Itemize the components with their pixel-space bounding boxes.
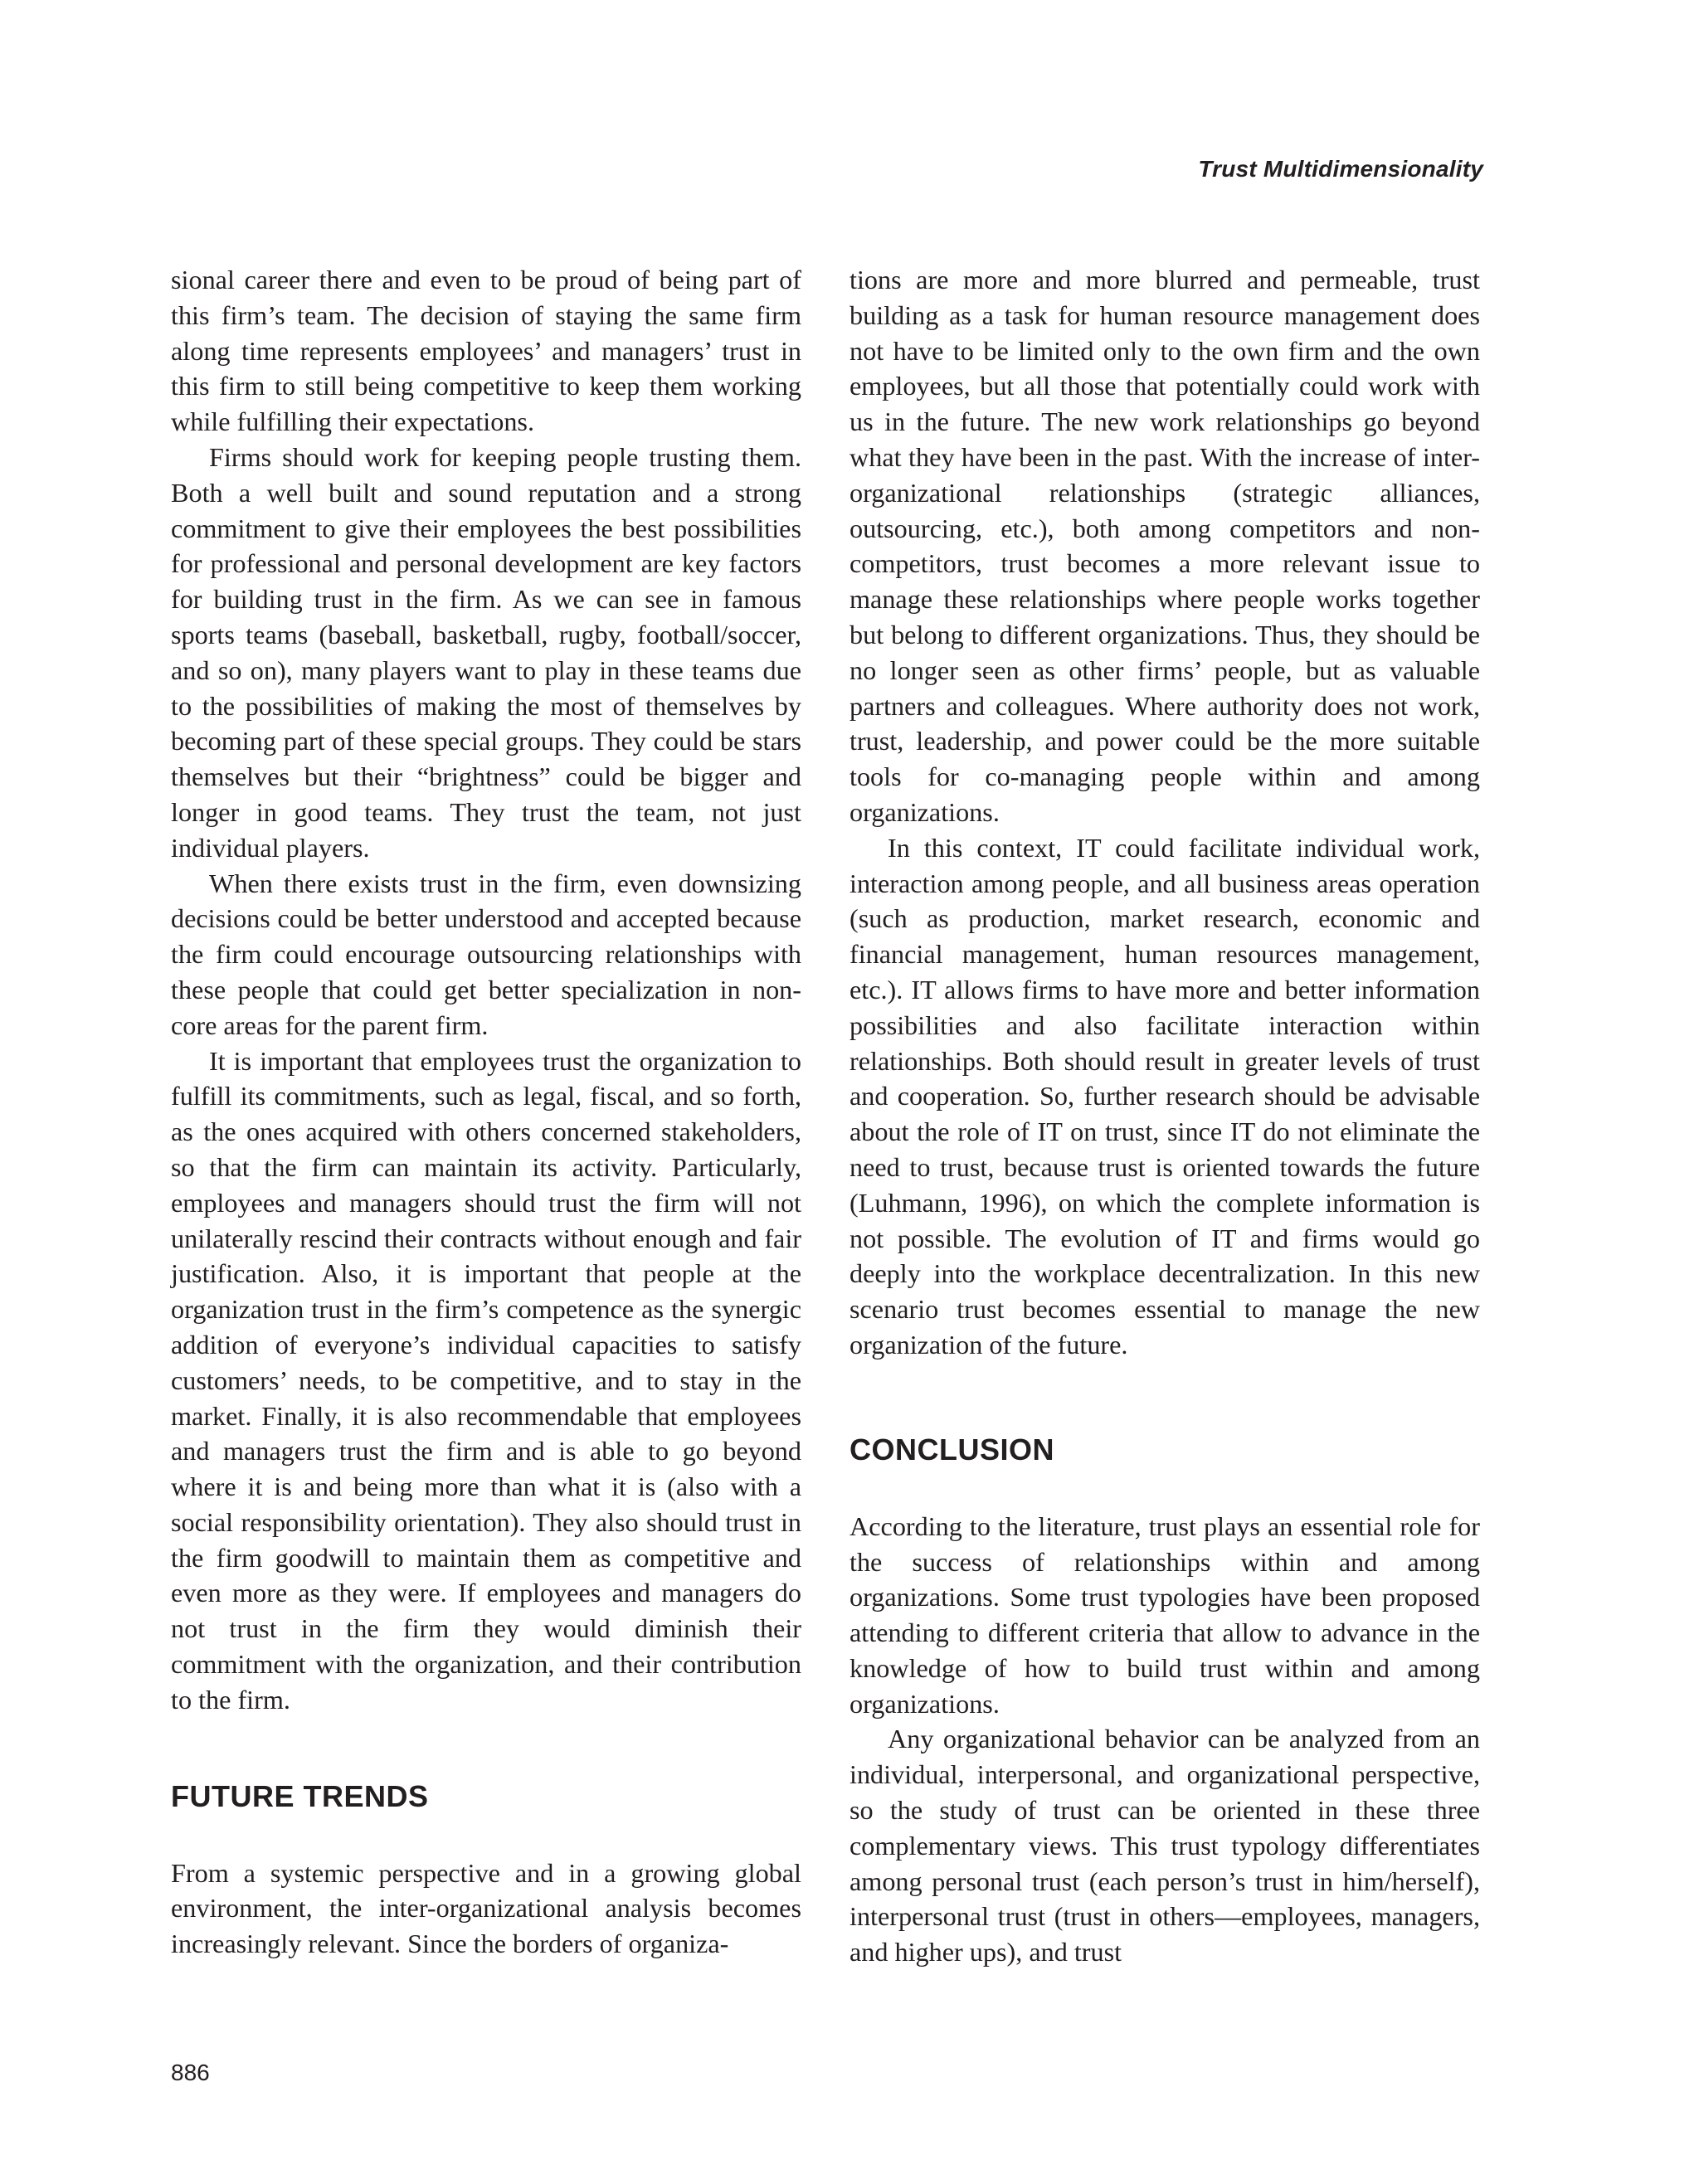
paragraph: It is important that employees trust the organization to fulfill its commitments, such as legal, fiscal, and so forth, as the ones acquired with others concerned stakeholders, so that the firm can maintain its activity. Particularly, employees and managers should trust the firm will not unilaterally rescind their contracts without enough and fair justification. Also, it is important that people at the organization trust in the firm’s competence as the synergic addition of everyone’s individual capacities to satisfy customers’ needs, to be competitive, and to stay in the market. Finally, it is also recommendable that employees and managers trust the firm and is able to go beyond where it is and being more than what it is (also with a social responsibility orientation). They also should trust in the firm goodwill to maintain them as competitive and even more as they were. If employees and managers do not trust in the firm they would diminish their commitment with the organization, and their contribution to the firm. bbox=[171, 1045, 801, 1715]
paragraph: From a systemic perspective and in a growing global environment, the inter-organizational analysis becomes increasingly relevant. Since the borders of organiza- bbox=[171, 1857, 801, 1959]
left-column bbox=[171, 262, 801, 1962]
paragraph: tions are more and more blurred and permeable, trust building as a task for human resource management does not have to be limited only to the own firm and the own employees, but all those that potentially could work with us in the future. The new work relationships go beyond what they have been in the past. With the increase of inter-organizational relationships (strategic alliances, outsourcing, etc.), both among competitors and non-competitors, trust becomes a more relevant issue to manage these relationships where people works together but belong to different organizations. Thus, they should be no longer seen as other firms’ people, but as valuable partners and colleagues. Where authority does not work, trust, leadership, and power could be the more suitable tools for co-managing people within and among organizations. bbox=[850, 265, 1480, 827]
paragraph: When there exists trust in the firm, even downsizing decisions could be better understood and accepted because the firm could encourage outsourcing relationships with these people that could get better specialization in non-core areas for the parent firm. bbox=[171, 868, 801, 1040]
page-number: 886 bbox=[171, 2060, 210, 2085]
paragraph: According to the literature, trust plays an essential role for the success of relationships within and among organizations. Some trust typologies have been proposed attending to different criteria that allow to advance in the knowledge of how to build trust within and among organizations. bbox=[850, 1510, 1480, 1719]
paragraph: In this context, IT could facilitate individual work, interaction among people, and all business areas operation (such as production, market research, economic and financial management, human resources management, etc.). IT allows firms to have more and better information possibilities and also facilitate interaction within relationships. Both should result in greater levels of trust and cooperation. So, further research should be advisable about the role of IT on trust, since IT do not eliminate the need to trust, because trust is oriented towards the future (Luhmann, 1996), on which the complete information is not possible. The evolution of IT and firms would go deeply into the workplace decentralization. In this new scenario trust becomes essential to manage the new organization of the future. bbox=[850, 832, 1480, 1360]
section-heading-future-trends: FUTURE TRENDS bbox=[171, 1778, 429, 1813]
running-head: Trust Multidimensionality bbox=[1198, 156, 1483, 182]
right-column bbox=[850, 262, 1480, 1970]
section-heading-conclusion: CONCLUSION bbox=[850, 1432, 1054, 1467]
paragraph: Firms should work for keeping people trusting them. Both a well built and sound reputation and a strong commitment to give their employees the best possibilities for professional and personal development are key factors for building trust in the firm. As we can see in famous sports teams (baseball, basketball, rugby, football/soccer, and so on), many players want to play in these teams due to the possibilities of making the most of themselves by becoming part of these special groups. They could be stars themselves but their “brightness” could be bigger and longer in good teams. They trust the team, not just individual players. bbox=[171, 441, 801, 863]
paragraph: Any organizational behavior can be analyzed from an individual, interpersonal, and organizational perspective, so the study of trust can be oriented in these three complementary views. This trust typology differentiates among personal trust (each person’s trust in him/herself), interpersonal trust (trust in others—employees, managers, and higher ups), and trust bbox=[850, 1724, 1480, 1968]
paragraph: sional career there and even to be proud of being part of this firm’s team. The decision of staying the same firm along time represents employees’ and managers’ trust in this firm to still being competitive to keep them working while fulfilling their expectations. bbox=[171, 265, 801, 437]
